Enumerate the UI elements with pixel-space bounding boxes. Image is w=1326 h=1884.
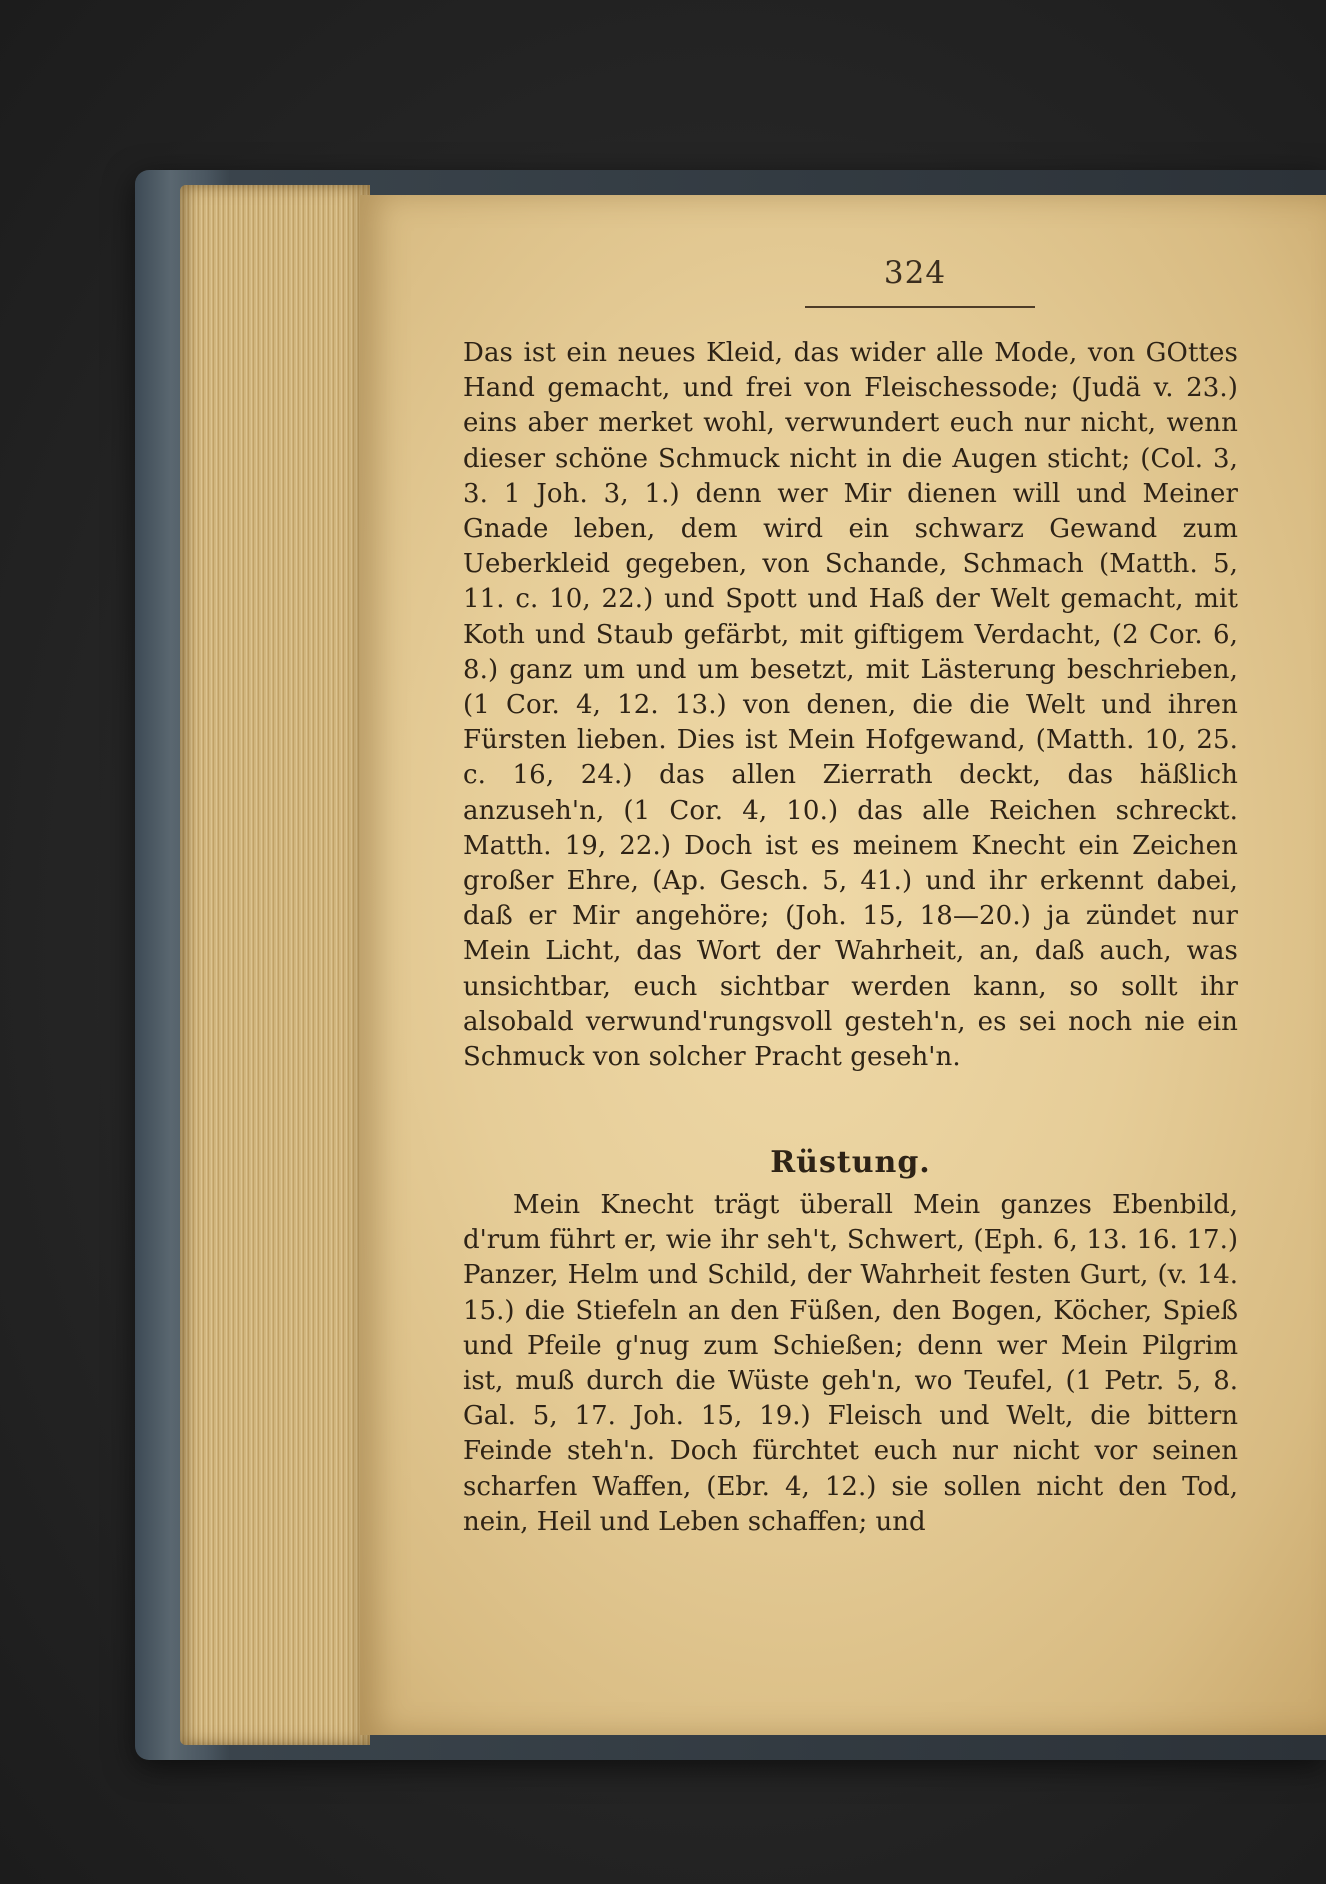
section-heading: Rüstung. [770, 1145, 931, 1180]
paragraph-1: Das ist ein neues Kleid, das wider alle Mode, von GOttes Hand gemacht, und frei von Fleischessode; (Judä v. 23.) eins aber merket wohl, verwundert euch nur nicht, wenn dieser schöne Schmuck nicht in die Augen sticht; (Col. 3, 3. 1 Joh. 3, 1.) denn wer Mir dienen will und Meiner Gnade leben, dem wird ein schwarz Gewand zum Ueberkleid gegeben, von Schande, Schmach (Matth. 5, 11. c. 10, 22.) und Spott und Haß der Welt gemacht, mit Koth und Staub gefärbt, mit giftigem Verdacht, (2 Cor. 6, 8.) ganz um und um besetzt, mit Lästerung beschrieben, (1 Cor. 4, 12. 13.) von denen, die die Welt und ihren Fürsten lieben. Dies ist Mein Hofgewand, (Matth. 10, 25. c. 16, 24.) das allen Zierrath deckt, das häßlich anzuseh'n, (1 Cor. 4, 10.) das alle Reichen schreckt. Matth. 19, 22.) Doch ist es meinem Knecht ein Zeichen großer Ehre, (Ap. Gesch. 5, 41.) und ihr erkennt dabei, daß er Mir angehöre; (Joh. 15, 18—20.) ja zündet nur Mein Licht, das Wort der Wahrheit, an, daß auch, was unsichtbar, euch sichtbar werden kann, so sollt ihr alsobald verwund'rungsvoll gesteh'n, es sei noch nie ein Schmuck von solcher Pracht geseh'n. [463, 338, 1238, 1073]
header-rule [805, 306, 1035, 308]
book-page [360, 195, 1326, 1735]
page-number: 324 [883, 255, 947, 291]
page-edges [180, 185, 370, 1745]
paragraph-2: Mein Knecht trägt überall Mein ganzes Ebenbild, d'rum führt er, wie ihr seh't, Schwert, (Eph. 6, 13. 16. 17.) Panzer, Helm und Schild, der Wahrheit festen Gurt, (v. 14. 15.) die Stiefeln an den Füßen, den Bogen, Köcher, Spieß und Pfeile g'nug zum Schießen; denn wer Mein Pilgrim ist, muß durch die Wüste geh'n, wo Teufel, (1 Petr. 5, 8. Gal. 5, 17. Joh. 15, 19.) Fleisch und Welt, die bittern Feinde steh'n. Doch fürchtet euch nur nicht vor seinen scharfen Waffen, (Ebr. 4, 12.) sie sollen nicht den Tod, nein, Heil und Leben schaffen; und [463, 1190, 1238, 1537]
